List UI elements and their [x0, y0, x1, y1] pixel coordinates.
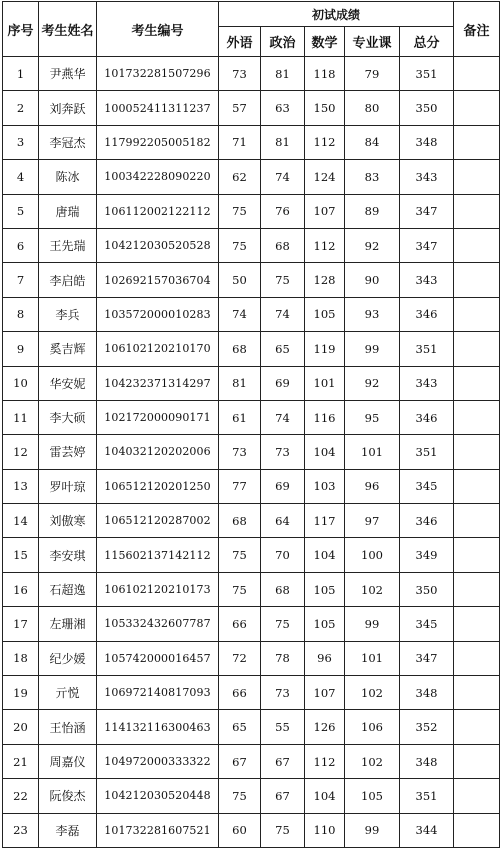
- cell-seq: 10: [3, 366, 39, 400]
- cell-major: 106: [345, 710, 400, 744]
- cell-total: 351: [400, 57, 454, 91]
- cell-remark: [454, 572, 500, 606]
- cell-total: 345: [400, 607, 454, 641]
- cell-math: 107: [305, 194, 345, 228]
- cell-politics: 74: [261, 160, 305, 194]
- cell-major: 95: [345, 400, 400, 434]
- cell-politics: 75: [261, 607, 305, 641]
- cell-foreign: 66: [219, 676, 261, 710]
- table-row: [3, 607, 500, 641]
- cell-remark: [454, 469, 500, 503]
- cell-foreign: 75: [219, 228, 261, 262]
- cell-math: 112: [305, 744, 345, 778]
- cell-major: 80: [345, 91, 400, 125]
- header-remark: 备注: [454, 2, 500, 57]
- cell-major: 90: [345, 263, 400, 297]
- cell-remark: [454, 400, 500, 434]
- cell-math: 104: [305, 779, 345, 813]
- cell-remark: [454, 91, 500, 125]
- cell-politics: 69: [261, 469, 305, 503]
- table-row: [3, 194, 500, 228]
- cell-remark: [454, 366, 500, 400]
- cell-remark: [454, 676, 500, 710]
- cell-remark: [454, 607, 500, 641]
- cell-total: 345: [400, 469, 454, 503]
- cell-math: 104: [305, 435, 345, 469]
- header-math: 数学: [305, 27, 345, 57]
- cell-politics: 74: [261, 297, 305, 331]
- cell-total: 346: [400, 400, 454, 434]
- cell-name: 李冠杰: [39, 125, 97, 159]
- cell-candidate-id: 106972140817093: [97, 676, 219, 710]
- cell-remark: [454, 228, 500, 262]
- cell-math: 116: [305, 400, 345, 434]
- table-row: [3, 744, 500, 778]
- cell-name: 奚吉辉: [39, 332, 97, 366]
- cell-total: 351: [400, 779, 454, 813]
- cell-foreign: 60: [219, 813, 261, 847]
- cell-name: 刘傲寒: [39, 504, 97, 538]
- cell-major: 92: [345, 228, 400, 262]
- cell-politics: 67: [261, 779, 305, 813]
- cell-foreign: 65: [219, 710, 261, 744]
- cell-candidate-id: 100052411311237: [97, 91, 219, 125]
- table-row: [3, 263, 500, 297]
- cell-remark: [454, 125, 500, 159]
- cell-candidate-id: 102692157036704: [97, 263, 219, 297]
- cell-politics: 75: [261, 263, 305, 297]
- cell-foreign: 68: [219, 332, 261, 366]
- cell-math: 128: [305, 263, 345, 297]
- cell-candidate-id: 104232371314297: [97, 366, 219, 400]
- cell-foreign: 57: [219, 91, 261, 125]
- table-row: [3, 435, 500, 469]
- cell-seq: 4: [3, 160, 39, 194]
- cell-politics: 76: [261, 194, 305, 228]
- cell-total: 348: [400, 744, 454, 778]
- cell-politics: 68: [261, 572, 305, 606]
- table-row: [3, 160, 500, 194]
- table-row: [3, 57, 500, 91]
- cell-seq: 11: [3, 400, 39, 434]
- cell-name: 华安妮: [39, 366, 97, 400]
- cell-total: 348: [400, 125, 454, 159]
- cell-math: 119: [305, 332, 345, 366]
- cell-seq: 3: [3, 125, 39, 159]
- cell-math: 101: [305, 366, 345, 400]
- cell-remark: [454, 779, 500, 813]
- cell-seq: 1: [3, 57, 39, 91]
- cell-politics: 64: [261, 504, 305, 538]
- cell-name: 李安琪: [39, 538, 97, 572]
- cell-name: 尹燕华: [39, 57, 97, 91]
- cell-politics: 81: [261, 57, 305, 91]
- cell-name: 李启皓: [39, 263, 97, 297]
- cell-remark: [454, 332, 500, 366]
- cell-total: 351: [400, 332, 454, 366]
- table-row: [3, 504, 500, 538]
- cell-foreign: 61: [219, 400, 261, 434]
- cell-foreign: 75: [219, 572, 261, 606]
- cell-math: 117: [305, 504, 345, 538]
- cell-politics: 75: [261, 813, 305, 847]
- cell-seq: 20: [3, 710, 39, 744]
- table-row: [3, 572, 500, 606]
- cell-foreign: 75: [219, 194, 261, 228]
- cell-total: 349: [400, 538, 454, 572]
- cell-name: 雷芸婷: [39, 435, 97, 469]
- header-foreign: 外语: [219, 27, 261, 57]
- cell-foreign: 74: [219, 297, 261, 331]
- cell-candidate-id: 106102120210173: [97, 572, 219, 606]
- table-row: [3, 813, 500, 847]
- cell-math: 126: [305, 710, 345, 744]
- cell-candidate-id: 103572000010283: [97, 297, 219, 331]
- cell-total: 350: [400, 572, 454, 606]
- cell-major: 101: [345, 435, 400, 469]
- table-row: [3, 538, 500, 572]
- cell-seq: 8: [3, 297, 39, 331]
- cell-major: 97: [345, 504, 400, 538]
- cell-total: 350: [400, 91, 454, 125]
- cell-total: 351: [400, 435, 454, 469]
- cell-candidate-id: 104972000333322: [97, 744, 219, 778]
- cell-seq: 14: [3, 504, 39, 538]
- cell-candidate-id: 104212030520528: [97, 228, 219, 262]
- cell-foreign: 75: [219, 779, 261, 813]
- cell-remark: [454, 813, 500, 847]
- cell-foreign: 67: [219, 744, 261, 778]
- cell-name: 王先瑞: [39, 228, 97, 262]
- cell-politics: 63: [261, 91, 305, 125]
- cell-foreign: 77: [219, 469, 261, 503]
- cell-candidate-id: 105332432607787: [97, 607, 219, 641]
- cell-candidate-id: 106512120201250: [97, 469, 219, 503]
- cell-candidate-id: 114132116300463: [97, 710, 219, 744]
- cell-foreign: 68: [219, 504, 261, 538]
- header-politics: 政治: [261, 27, 305, 57]
- table-row: [3, 676, 500, 710]
- cell-total: 343: [400, 366, 454, 400]
- cell-candidate-id: 115602137142112: [97, 538, 219, 572]
- cell-seq: 16: [3, 572, 39, 606]
- cell-candidate-id: 101732281507296: [97, 57, 219, 91]
- cell-name: 石超逸: [39, 572, 97, 606]
- cell-math: 112: [305, 125, 345, 159]
- header-id: 考生编号: [97, 2, 219, 57]
- table-row: [3, 779, 500, 813]
- cell-total: 343: [400, 263, 454, 297]
- cell-major: 105: [345, 779, 400, 813]
- cell-major: 99: [345, 332, 400, 366]
- table-row: [3, 710, 500, 744]
- cell-seq: 19: [3, 676, 39, 710]
- cell-major: 93: [345, 297, 400, 331]
- cell-politics: 73: [261, 676, 305, 710]
- cell-total: 347: [400, 194, 454, 228]
- cell-remark: [454, 710, 500, 744]
- cell-seq: 21: [3, 744, 39, 778]
- cell-candidate-id: 104212030520448: [97, 779, 219, 813]
- cell-name: 唐瑞: [39, 194, 97, 228]
- cell-math: 112: [305, 228, 345, 262]
- cell-name: 亓悦: [39, 676, 97, 710]
- header-major: 专业课: [345, 27, 400, 57]
- table-row: [3, 91, 500, 125]
- cell-remark: [454, 435, 500, 469]
- cell-candidate-id: 104032120202006: [97, 435, 219, 469]
- cell-math: 96: [305, 641, 345, 675]
- cell-politics: 81: [261, 125, 305, 159]
- header-prelim-scores: 初试成绩: [219, 2, 454, 27]
- cell-candidate-id: 117992205005182: [97, 125, 219, 159]
- cell-name: 刘奔跃: [39, 91, 97, 125]
- cell-math: 105: [305, 297, 345, 331]
- cell-remark: [454, 641, 500, 675]
- cell-politics: 74: [261, 400, 305, 434]
- cell-total: 347: [400, 641, 454, 675]
- cell-name: 李磊: [39, 813, 97, 847]
- cell-math: 105: [305, 607, 345, 641]
- cell-politics: 73: [261, 435, 305, 469]
- cell-total: 346: [400, 504, 454, 538]
- cell-seq: 7: [3, 263, 39, 297]
- cell-foreign: 72: [219, 641, 261, 675]
- cell-major: 84: [345, 125, 400, 159]
- cell-total: 352: [400, 710, 454, 744]
- cell-candidate-id: 102172000090171: [97, 400, 219, 434]
- cell-remark: [454, 744, 500, 778]
- cell-candidate-id: 106112002122112: [97, 194, 219, 228]
- cell-remark: [454, 297, 500, 331]
- cell-name: 王怡涵: [39, 710, 97, 744]
- cell-name: 李兵: [39, 297, 97, 331]
- cell-major: 99: [345, 607, 400, 641]
- cell-seq: 2: [3, 91, 39, 125]
- cell-politics: 55: [261, 710, 305, 744]
- cell-seq: 5: [3, 194, 39, 228]
- cell-total: 348: [400, 676, 454, 710]
- cell-politics: 78: [261, 641, 305, 675]
- cell-politics: 69: [261, 366, 305, 400]
- cell-math: 107: [305, 676, 345, 710]
- cell-total: 347: [400, 228, 454, 262]
- cell-foreign: 62: [219, 160, 261, 194]
- cell-math: 103: [305, 469, 345, 503]
- table-row: [3, 400, 500, 434]
- cell-total: 343: [400, 160, 454, 194]
- cell-remark: [454, 57, 500, 91]
- table-row: [3, 125, 500, 159]
- cell-math: 118: [305, 57, 345, 91]
- cell-math: 104: [305, 538, 345, 572]
- cell-seq: 22: [3, 779, 39, 813]
- table-row: [3, 641, 500, 675]
- table-row: [3, 332, 500, 366]
- header-seq: 序号: [3, 2, 39, 57]
- cell-total: 344: [400, 813, 454, 847]
- header-name: 考生姓名: [39, 2, 97, 57]
- cell-politics: 65: [261, 332, 305, 366]
- cell-name: 陈冰: [39, 160, 97, 194]
- cell-foreign: 73: [219, 435, 261, 469]
- cell-seq: 17: [3, 607, 39, 641]
- cell-politics: 70: [261, 538, 305, 572]
- cell-foreign: 66: [219, 607, 261, 641]
- table-row: [3, 469, 500, 503]
- cell-name: 纪少媛: [39, 641, 97, 675]
- score-table: [2, 1, 500, 848]
- table-row: [3, 366, 500, 400]
- cell-seq: 15: [3, 538, 39, 572]
- cell-major: 102: [345, 676, 400, 710]
- cell-math: 150: [305, 91, 345, 125]
- cell-remark: [454, 504, 500, 538]
- cell-candidate-id: 100342228090220: [97, 160, 219, 194]
- header-total: 总分: [400, 27, 454, 57]
- cell-seq: 6: [3, 228, 39, 262]
- cell-major: 96: [345, 469, 400, 503]
- cell-remark: [454, 538, 500, 572]
- cell-total: 346: [400, 297, 454, 331]
- cell-remark: [454, 194, 500, 228]
- cell-candidate-id: 101732281607521: [97, 813, 219, 847]
- cell-remark: [454, 160, 500, 194]
- cell-seq: 13: [3, 469, 39, 503]
- cell-seq: 9: [3, 332, 39, 366]
- cell-seq: 23: [3, 813, 39, 847]
- cell-foreign: 73: [219, 57, 261, 91]
- cell-major: 102: [345, 744, 400, 778]
- cell-seq: 12: [3, 435, 39, 469]
- cell-seq: 18: [3, 641, 39, 675]
- cell-name: 阮俊杰: [39, 779, 97, 813]
- cell-math: 110: [305, 813, 345, 847]
- cell-major: 92: [345, 366, 400, 400]
- cell-major: 99: [345, 813, 400, 847]
- cell-major: 100: [345, 538, 400, 572]
- table-row: [3, 228, 500, 262]
- cell-name: 李大硕: [39, 400, 97, 434]
- cell-name: 左珊湘: [39, 607, 97, 641]
- cell-foreign: 75: [219, 538, 261, 572]
- cell-candidate-id: 106512120287002: [97, 504, 219, 538]
- cell-major: 101: [345, 641, 400, 675]
- cell-candidate-id: 105742000016457: [97, 641, 219, 675]
- cell-remark: [454, 263, 500, 297]
- cell-politics: 68: [261, 228, 305, 262]
- cell-foreign: 71: [219, 125, 261, 159]
- cell-major: 102: [345, 572, 400, 606]
- cell-name: 周嘉仪: [39, 744, 97, 778]
- cell-math: 124: [305, 160, 345, 194]
- table-body: [3, 57, 500, 848]
- cell-foreign: 50: [219, 263, 261, 297]
- cell-major: 83: [345, 160, 400, 194]
- cell-politics: 67: [261, 744, 305, 778]
- cell-math: 105: [305, 572, 345, 606]
- cell-major: 89: [345, 194, 400, 228]
- cell-major: 79: [345, 57, 400, 91]
- table-row: [3, 297, 500, 331]
- cell-name: 罗叶琼: [39, 469, 97, 503]
- cell-foreign: 81: [219, 366, 261, 400]
- cell-candidate-id: 106102120210170: [97, 332, 219, 366]
